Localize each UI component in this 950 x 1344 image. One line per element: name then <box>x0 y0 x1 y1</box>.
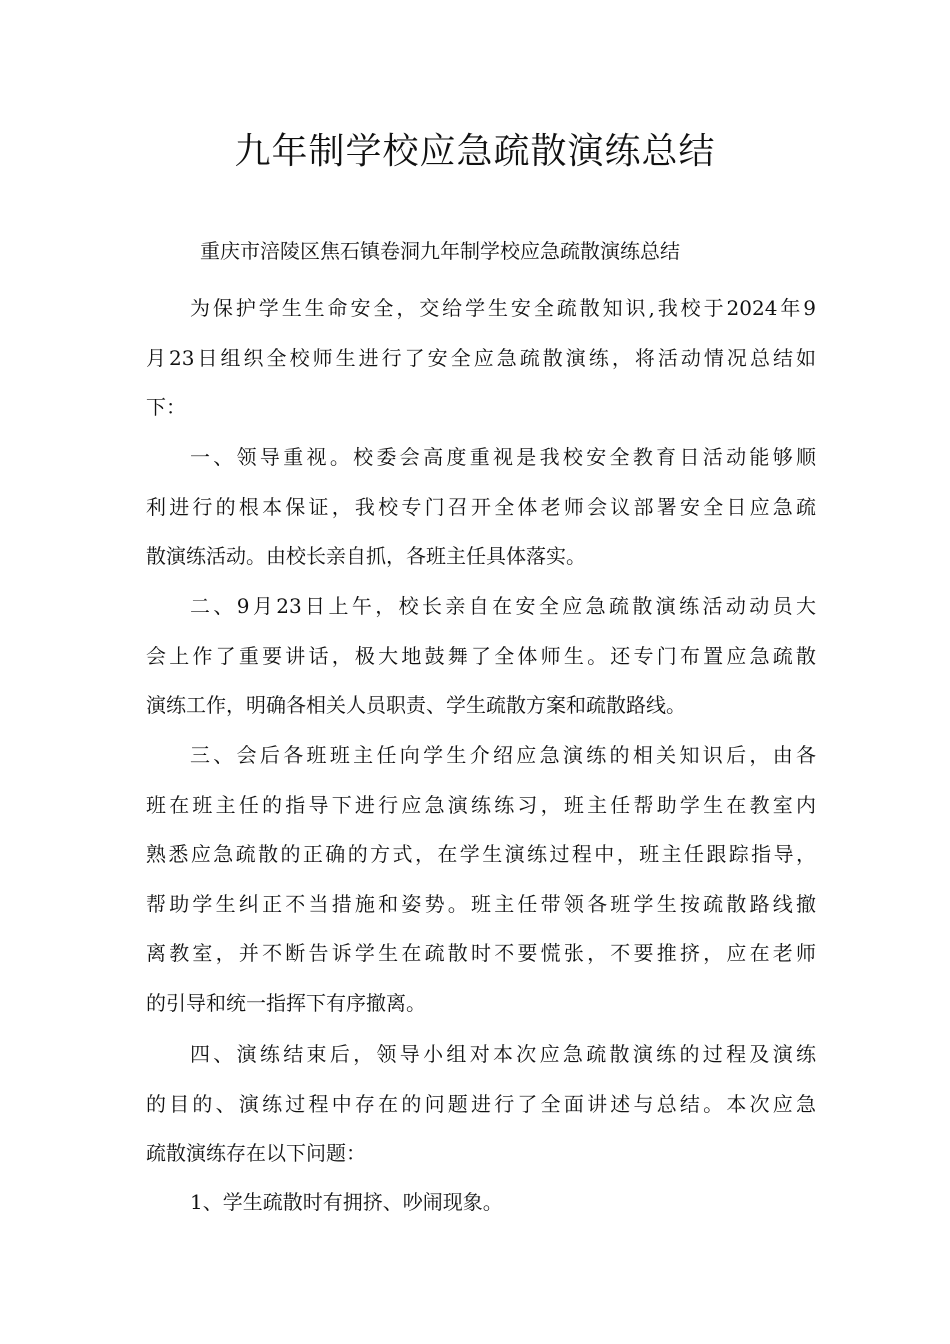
paragraph-line: 会上作了重要讲话，极大地鼓舞了全体师生。还专门布置应急疏散 <box>146 643 816 668</box>
paragraph-line: 二、9月23日上午，校长亲自在安全应急疏散演练活动动员大 <box>190 594 816 618</box>
paragraph-line: 熟悉应急疏散的正确的方式，在学生演练过程中，班主任跟踪指导， <box>146 842 816 866</box>
paragraph-line: 为保护学生生命安全，交给学生安全疏散知识,我校于2024年9 <box>190 296 816 320</box>
document-title: 九年制学校应急疏散演练总结 <box>234 131 716 172</box>
paragraph-line: 下： <box>146 395 186 419</box>
paragraph-line: 帮助学生纠正不当措施和姿势。班主任带领各班学生按疏散路线撤 <box>146 891 816 916</box>
paragraph-line: 四、演练结束后，领导小组对本次应急疏散演练的过程及演练 <box>190 1042 816 1066</box>
paragraph-line: 演练工作，明确各相关人员职责、学生疏散方案和疏散路线。 <box>146 693 686 717</box>
paragraph-line: 离教室，并不断告诉学生在疏散时不要慌张，不要推挤，应在老师 <box>146 941 816 965</box>
paragraph-line: 利进行的根本保证，我校专门召开全体老师会议部署安全日应急疏 <box>146 494 816 519</box>
paragraph-problem-one <box>146 1178 816 1228</box>
paragraph-intro <box>146 284 816 433</box>
paragraph-section-two <box>146 582 816 731</box>
paragraph-line: 三、会后各班班主任向学生介绍应急演练的相关知识后，由各 <box>190 743 816 767</box>
paragraph-line: 的引导和统一指挥下有序撤离。 <box>146 990 426 1015</box>
paragraph-section-one <box>146 433 816 582</box>
document-subtitle: 重庆市涪陵区焦石镇卷洞九年制学校应急疏散演练总结 <box>200 239 680 263</box>
paragraph-line: 疏散演练存在以下问题： <box>146 1141 366 1165</box>
paragraph-line: 1、学生疏散时有拥挤、吵闹现象。 <box>190 1190 503 1214</box>
paragraph-section-four <box>146 1030 816 1179</box>
paragraph-line: 散演练活动。由校长亲自抓，各班主任具体落实。 <box>146 544 586 568</box>
paragraph-line: 月23日组织全校师生进行了安全应急疏散演练，将活动情况总结如 <box>146 345 816 370</box>
paragraph-line: 一、领导重视。校委会高度重视是我校安全教育日活动能够顺 <box>190 445 816 469</box>
paragraph-line: 的目的、演练过程中存在的问题进行了全面讲述与总结。本次应急 <box>146 1091 816 1116</box>
paragraph-line: 班在班主任的指导下进行应急演练练习，班主任帮助学生在教室内 <box>146 792 816 817</box>
paragraph-section-three <box>146 731 816 1028</box>
